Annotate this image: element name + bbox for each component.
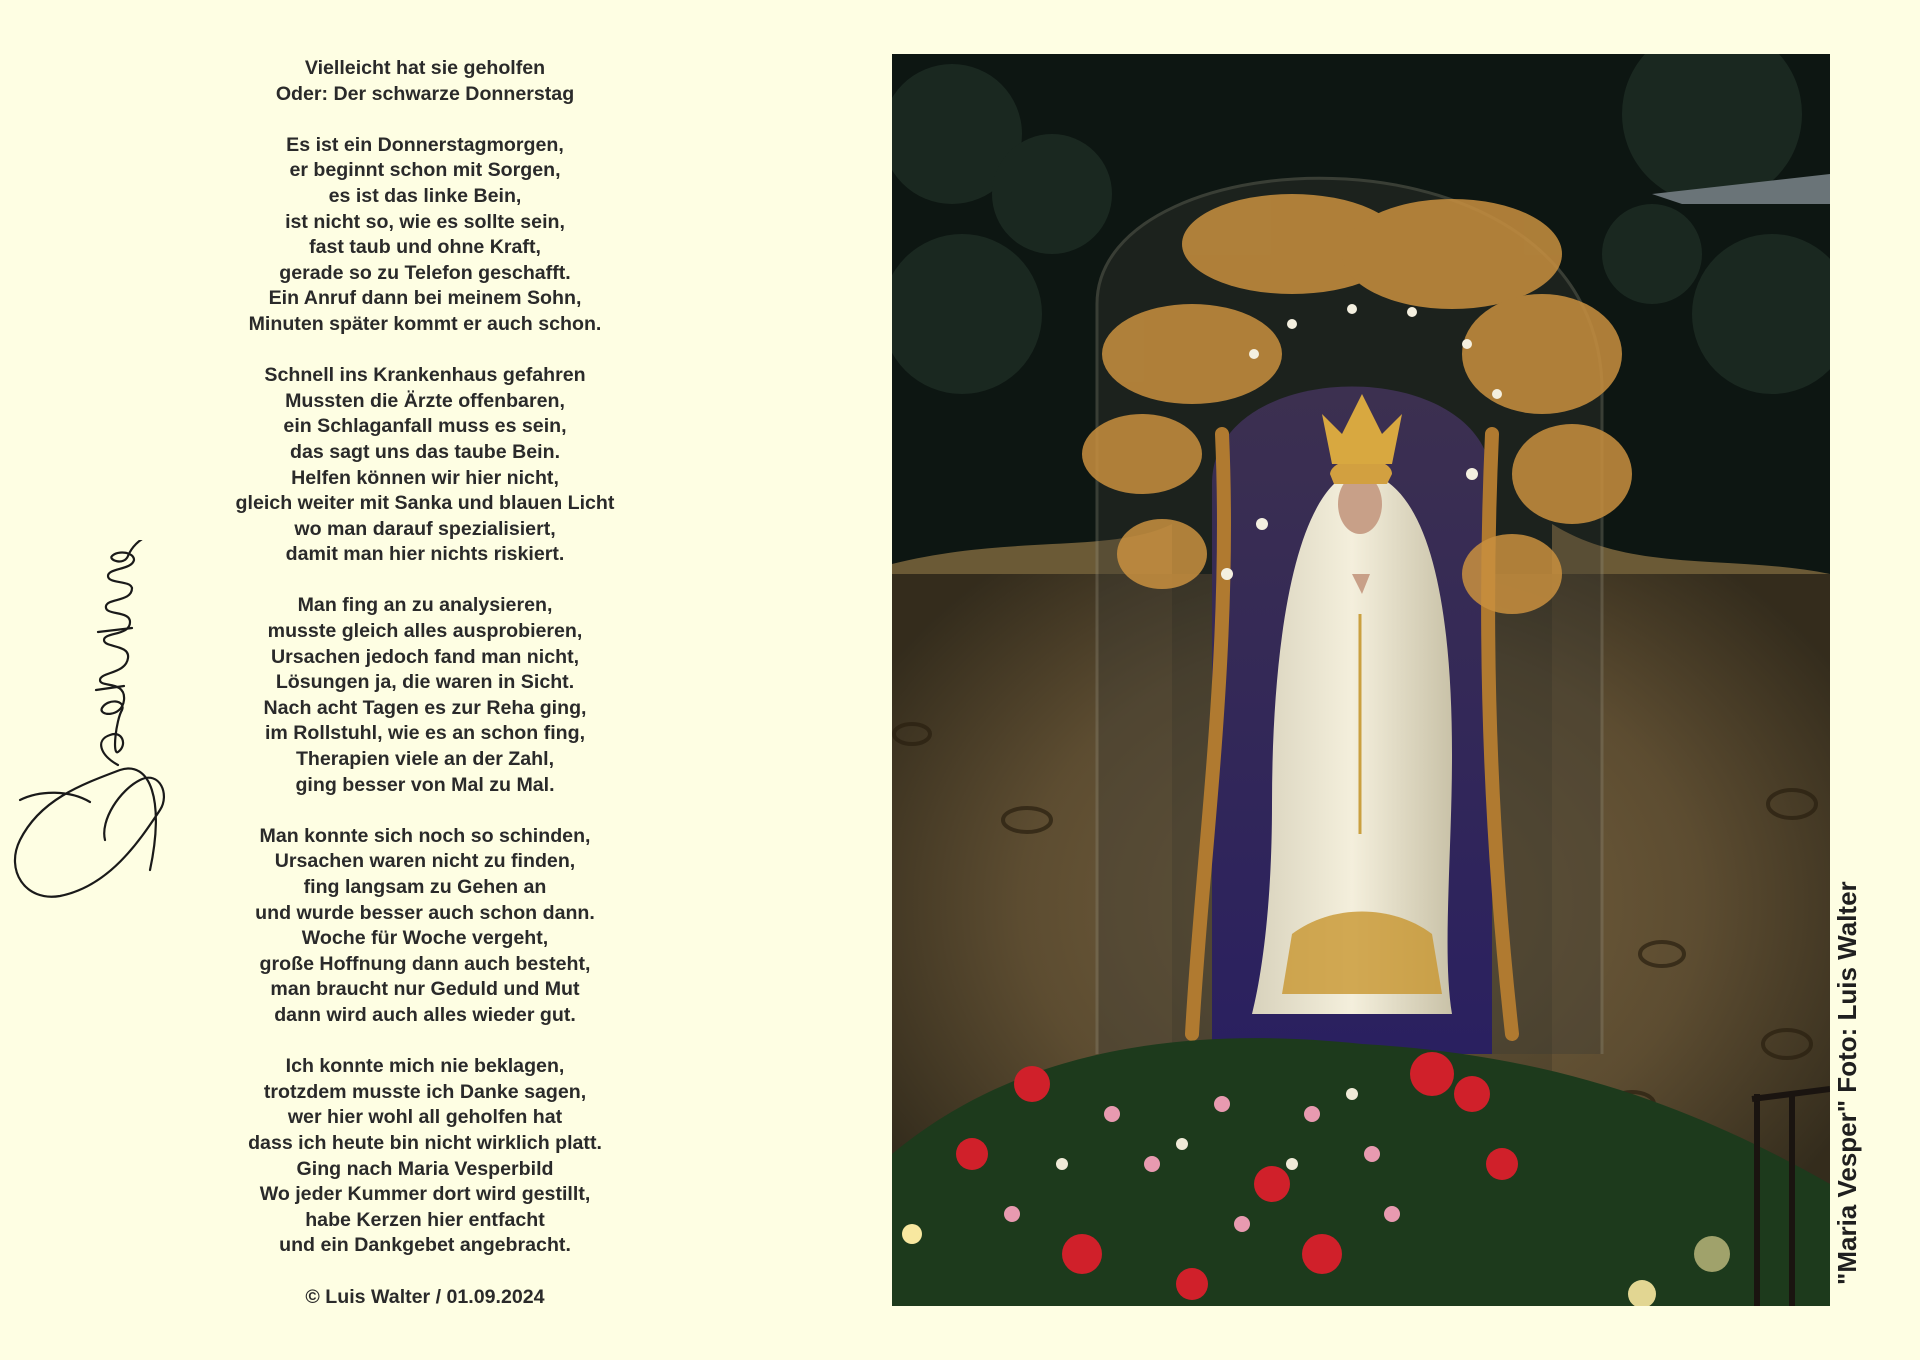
poem-line: Woche für Woche vergeht,: [301, 927, 549, 950]
poem-line: Es ist ein Donnerstagmorgen,: [286, 133, 564, 156]
poem-title: Vielleicht hat sie geholfen: [304, 57, 546, 79]
poem-line: Ging nach Maria Vesperbild: [296, 1157, 554, 1180]
poem-line: Schnell ins Krankenhaus gefahren: [264, 364, 586, 387]
poem-line: gerade so zu Telefon geschafft.: [279, 261, 571, 284]
poem-line: Ursachen waren nicht zu finden,: [274, 850, 576, 873]
poem-line: musste gleich alles ausprobieren,: [267, 620, 583, 643]
poem: [195, 56, 655, 1310]
poem-line: ist nicht so, wie es sollte sein,: [285, 210, 565, 233]
stanza-3: [195, 593, 655, 798]
stanza-2: [195, 363, 655, 568]
poem-line: er beginnt schon mit Sorgen,: [289, 159, 561, 182]
poem-line: Lösungen ja, die waren in Sicht.: [275, 671, 575, 694]
poem-line: Man fing an zu analysieren,: [297, 594, 553, 617]
photo-credit: "Maria Vesper" Foto: Luis Walter: [1832, 881, 1862, 1285]
poem-line: dann wird auch alles wieder gut.: [274, 1003, 576, 1026]
poem-line: trotzdem musste ich Danke sagen,: [263, 1080, 587, 1103]
poem-line: und ein Dankgebet angebracht.: [279, 1234, 571, 1257]
poem-line: Wo jeder Kummer dort wird gestillt,: [259, 1183, 591, 1206]
poem-line: fing langsam zu Gehen an: [303, 876, 547, 898]
poem-line: und wurde besser auch schon dann.: [255, 901, 595, 924]
poem-line: habe Kerzen hier entfacht: [305, 1208, 545, 1231]
poem-line: Nach acht Tagen es zur Reha ging,: [263, 696, 587, 719]
poem-line: fast taub und ohne Kraft,: [309, 236, 541, 259]
poem-line: Ursachen jedoch fand man nicht,: [270, 645, 580, 668]
poem-line: man braucht nur Geduld und Mut: [270, 978, 580, 1001]
poem-line: gleich weiter mit Sanka und blauen Licht: [235, 492, 615, 515]
poem-line: Therapien viele an der Zahl,: [295, 748, 555, 771]
poem-line: dass ich heute bin nicht wirklich platt.: [248, 1131, 602, 1154]
stanza-4: [195, 824, 655, 1029]
poem-subtitle: Oder: Der schwarze Donnerstag: [275, 82, 575, 105]
madonna-grotto-photo: [892, 54, 1830, 1306]
poem-line: Ich konnte mich nie beklagen,: [285, 1055, 565, 1078]
poem-line: damit man hier nichts riskiert.: [285, 543, 565, 566]
poem-line: das sagt uns das taube Bein.: [289, 440, 561, 463]
poem-line: es ist das linke Bein,: [328, 184, 522, 207]
poem-line: ein Schlaganfall muss es sein,: [283, 415, 567, 438]
stanza-1: [195, 133, 655, 338]
gedichtezauber-signature: [0, 540, 190, 930]
stanza-5: [195, 1054, 655, 1259]
poem-line: wo man darauf spezialisiert,: [294, 517, 556, 540]
poem-line: Ein Anruf dann bei meinem Sohn,: [268, 287, 582, 310]
poem-line: wer hier wohl all geholfen hat: [287, 1106, 563, 1129]
copyright-line: © Luis Walter / 01.09.2024: [305, 1285, 545, 1308]
poem-line: ging besser von Mal zu Mal.: [295, 773, 555, 796]
poem-line: Helfen können wir hier nicht,: [291, 466, 559, 489]
poem-line: große Hoffnung dann auch besteht,: [259, 952, 591, 975]
poem-line: Man konnte sich noch so schinden,: [259, 824, 591, 847]
poem-line: Minuten später kommt er auch schon.: [248, 312, 602, 335]
poem-line: im Rollstuhl, wie es an schon fing,: [264, 722, 586, 745]
poem-line: Mussten die Ärzte offenbaren,: [285, 389, 565, 412]
